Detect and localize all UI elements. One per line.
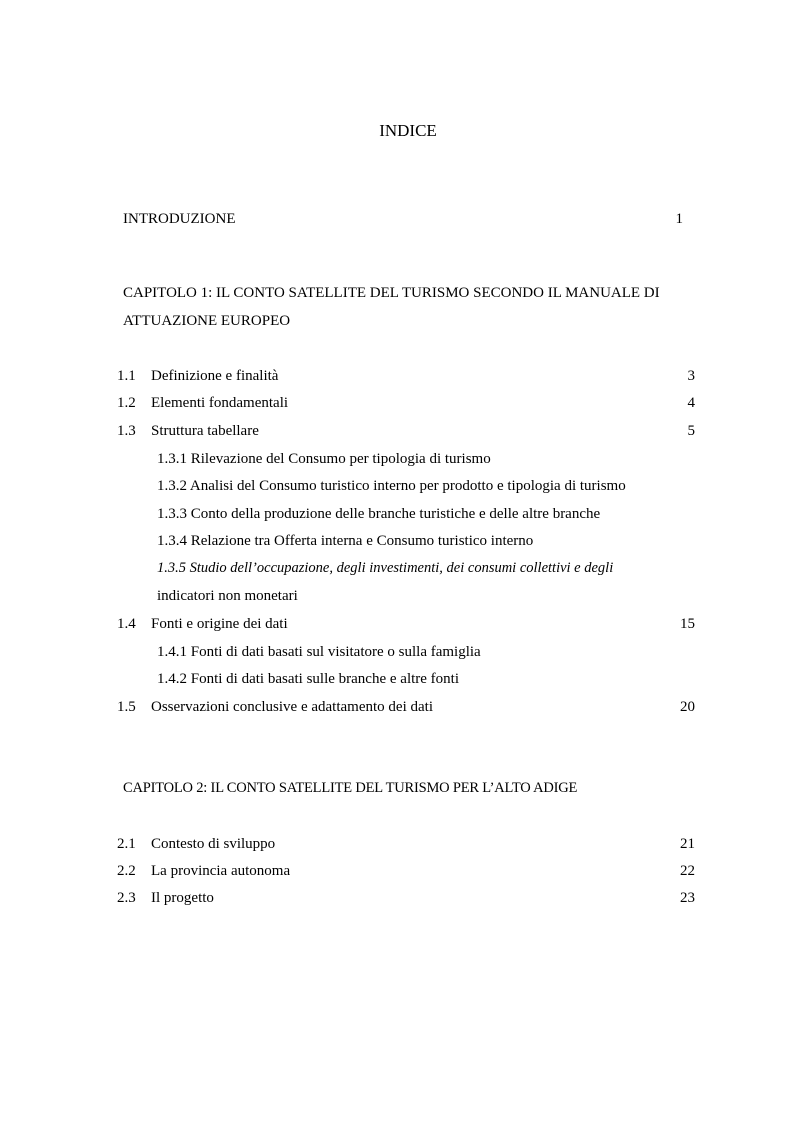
section-page: 5 (687, 423, 695, 439)
section-label: Osservazioni conclusive e adattamento dei dati (151, 699, 433, 715)
subsection-label: 1.4.2 Fonti di dati basati sulle branche e altre fonti (157, 671, 460, 687)
subsection-label: 1.4.1 Fonti di dati basati sul visitatore o sulla famiglia (157, 644, 481, 660)
section-page: 20 (680, 699, 695, 715)
section-page: 21 (680, 836, 695, 852)
subsection-label: 1.3.1 Rilevazione del Consumo per tipologia di turismo (157, 451, 491, 467)
section-number: 1.2 (117, 395, 136, 411)
section-label: Il progetto (151, 890, 214, 906)
subsection-label: 1.3.4 Relazione tra Offerta interna e Consumo turistico interno (157, 533, 534, 549)
section-label: Fonti e origine dei dati (151, 616, 288, 632)
section-number: 2.2 (117, 863, 136, 879)
chapter1-title-line1: CAPITOLO 1: IL CONTO SATELLITE DEL TURISMO SECONDO IL MANUALE DI (123, 285, 660, 301)
toc-introduction-label: INTRODUZIONE (123, 211, 236, 227)
section-label: La provincia autonoma (151, 863, 291, 879)
section-page: 15 (680, 616, 695, 632)
section-page: 23 (680, 890, 695, 906)
section-number: 2.1 (117, 836, 136, 852)
section-page: 22 (680, 863, 695, 879)
section-label: Elementi fondamentali (151, 395, 289, 411)
section-number: 2.3 (117, 890, 136, 906)
chapter1-title-line2: ATTUAZIONE EUROPEO (123, 313, 291, 329)
section-number: 1.4 (117, 616, 136, 632)
section-page: 3 (687, 368, 695, 384)
chapter2-title: CAPITOLO 2: IL CONTO SATELLITE DEL TURISMO PER L’ALTO ADIGE (123, 780, 578, 796)
section-number: 1.1 (117, 368, 136, 384)
subsection-label: 1.3.2 Analisi del Consumo turistico interno per prodotto e tipologia di turismo (157, 478, 626, 494)
section-label: Struttura tabellare (151, 423, 259, 439)
section-label: Contesto di sviluppo (151, 836, 276, 852)
section-page: 4 (687, 395, 695, 411)
toc-introduction-page: 1 (675, 211, 683, 227)
subsection-label: 1.3.3 Conto della produzione delle branche turistiche e delle altre branche (157, 506, 601, 522)
section-label: Definizione e finalità (151, 368, 279, 384)
subsection-label-continued: indicatori non monetari (157, 588, 298, 604)
page-title: INDICE (379, 121, 437, 140)
section-number: 1.5 (117, 699, 136, 715)
section-number: 1.3 (117, 423, 136, 439)
subsection-label: 1.3.5 Studio dell’occupazione, degli investimenti, dei consumi collettivi e degli (157, 560, 614, 576)
